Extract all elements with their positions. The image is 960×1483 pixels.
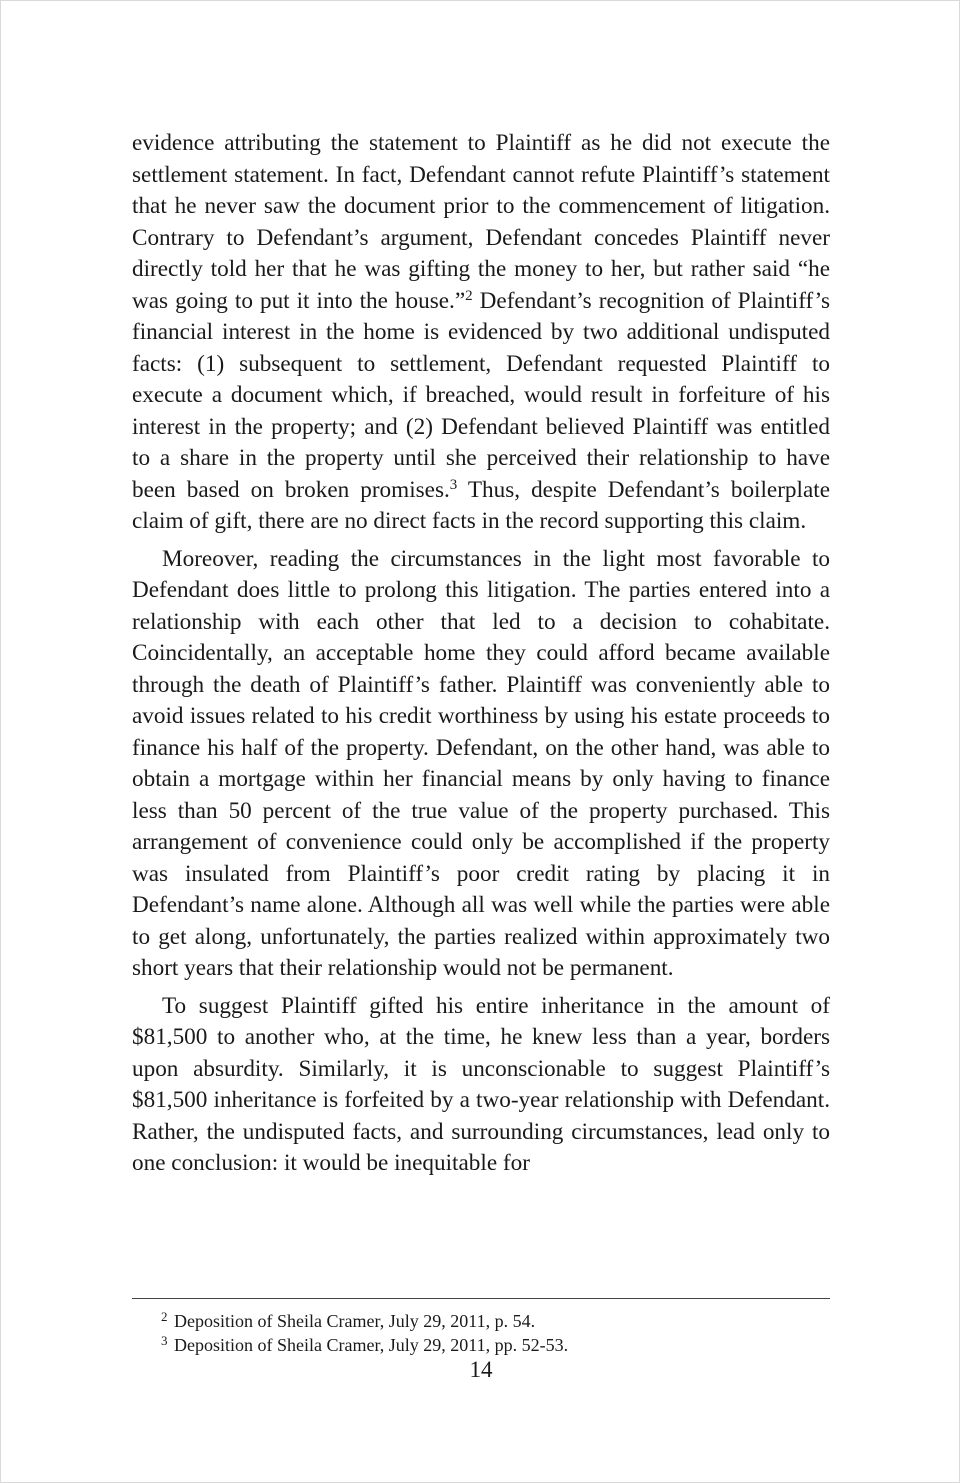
paragraph-1: [132, 128, 830, 538]
footnote-text: Deposition of Sheila Cramer, July 29, 2011, p. 54.: [174, 1311, 536, 1331]
footnote-text: Deposition of Sheila Cramer, July 29, 2011, pp. 52-53.: [174, 1335, 569, 1355]
paragraph-3: To suggest Plaintiff gifted his entire inheritance in the amount of $81,500 to another who, at the time, he knew less than a year, borders upon absurdity. Similarly, it is unconscionable to suggest Plaintiff’s $81,500 inheritance is forfeited by a two-year relationship with Defendant. Rather, the undisputed facts, and surrounding circumstances, lead only to one conclusion: it would be inequitable for: [132, 992, 830, 1176]
footnote-number: 3: [161, 1333, 168, 1348]
paragraph-2: Moreover, reading the circumstances in the light most favorable to Defendant does little to prolong this litigation. The parties entered into a relationship with each other that led to a decision to cohabitate. Coincidentally, an acceptable home they could afford became available through the death of Plaintiff’s father. Plaintiff was conveniently able to avoid issues related to his credit worthiness by using his estate proceeds to finance his half of the property. Defendant, on the other hand, was able to obtain a mortgage within her financial means by only having to finance less than 50 percent of the true value of the property purchased. This arrangement of convenience could only be accomplished if the property was insulated from Plaintiff’s poor credit rating by placing it in Defendant’s name alone. Although all was well while the parties were able to get along, unfortunately, the parties realized within approximately two short years that their relationship would not be permanent.: [132, 545, 830, 981]
footnote-reference-3: 3: [449, 476, 458, 493]
body-text: [132, 128, 830, 1180]
paragraph-1-text-c: Thus, despite Defendant’s boilerplate claim of gift, there are no direct facts in the record supporting this claim.: [132, 476, 830, 534]
footnote-reference-2: 2: [465, 287, 473, 304]
paragraph-1-text-b: Defendant’s recognition of Plaintiff’s financial interest in the home is evidenced by two additional undisputed facts: (1) subsequent to settlement, Defendant requested Plaintiff to execute a document which, if breached, would result in forfeiture of his interest in the property; and (2) Defendant believed Plaintiff was entitled to a share in the property until she perceived their relationship to have been based on broken promises.: [132, 287, 830, 503]
footnotes: [161, 1309, 831, 1357]
footnote-divider: [132, 1298, 830, 1299]
footnote-number: 2: [161, 1309, 168, 1324]
paragraph-1-text-a: evidence attributing the statement to Plaintiff as he did not execute the settlement statement. In fact, Defendant cannot refute Plaintiff’s statement that he never saw the document prior to the commencement of litigation. Contrary to Defendant’s argument, Defendant concedes Plaintiff never directly told her that he was gifting the money to her, but rather said “he was going to put it into the house.”: [132, 130, 830, 314]
page-number: 14: [469, 1357, 493, 1382]
footnote-3: [161, 1333, 831, 1357]
footnote-2: [161, 1309, 831, 1333]
